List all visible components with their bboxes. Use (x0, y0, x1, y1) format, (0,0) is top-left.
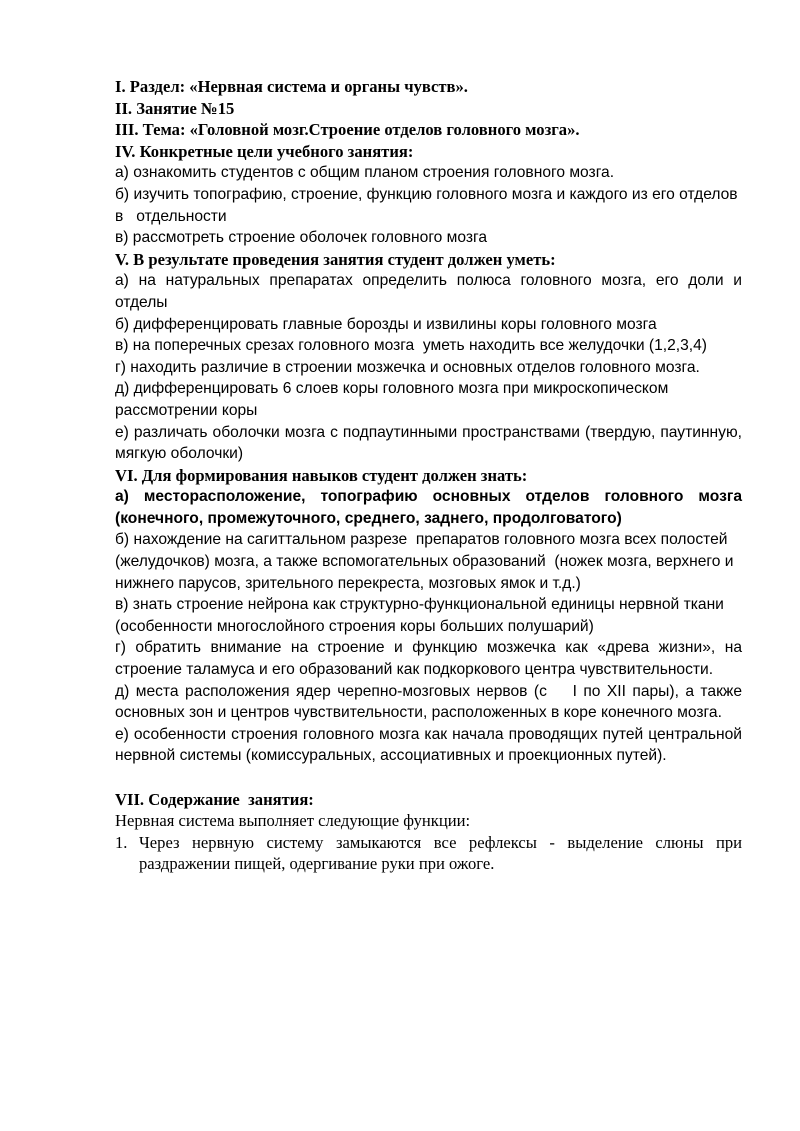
content-heading: VII. Содержание занятия: (115, 789, 314, 809)
spacer (115, 767, 742, 789)
goal-item-a: а) ознакомить студентов с общим планом строения головного мозга. (115, 164, 615, 182)
goal-item-c: в) рассмотреть строение оболочек головного мозга (115, 229, 488, 247)
topic-heading: III. Тема: «Головной мозг.Строение отделов головного мозга». (115, 120, 580, 140)
knowledge-item-b: б) нахождение на сагиттальном разрезе препаратов головного мозга всех полостей (желудочков) мозга, а также вспомогательных образований (ножек мозга, верхнего и нижнего парусов, зрительного перекреста, мозговых ямок и т.д.) (115, 531, 738, 592)
goals-heading: IV. Конкретные цели учебного занятия: (115, 141, 414, 161)
knowledge-item-c: в) знать строение нейрона как структурно-функциональной единицы нервной ткани (особенности многослойного строения коры больших полушарий) (115, 596, 729, 635)
skill-item-f: е) различать оболочки мозга с подпаутинными пространствами (твердую, паутинную, мягкую оболочки) (115, 423, 747, 463)
list-item-number: 1. (115, 832, 128, 852)
skill-item-c: в) на поперечных срезах головного мозга уметь находить все желудочки (1,2,3,4) (115, 337, 708, 355)
knowledge-item-d: г) обратить внимание на строение и функцию мозжечка как «древа жизни», на строение таламуса и его образований как подкоркового центра чувствительности. (115, 639, 747, 679)
skill-item-a: а) на натуральных препаратах определить полюса головного мозга, его доли и отделы (115, 272, 747, 311)
document-page (115, 76, 747, 875)
skills-heading: V. В результате проведения занятия студент должен уметь: (115, 249, 556, 269)
section-heading: I. Раздел: «Нервная система и органы чувств». (115, 77, 468, 96)
lesson-heading: II. Занятие №15 (115, 98, 235, 118)
content-intro: Нервная система выполняет следующие функции: (115, 811, 471, 831)
knowledge-item-e: д) места расположения ядер черепно-мозговых нервов (с I по XII пары), а также основных зон и центров чувствительности, расположенных в коре конечного мозга. (115, 682, 747, 722)
knowledge-heading: VI. Для формирования навыков студент должен знать: (115, 465, 528, 485)
knowledge-item-f: е) особенности строения головного мозга как начала проводящих путей центральной нервной системы (комиссуральных, ассоциативных и проекционных путей). (115, 725, 747, 765)
skill-item-d: г) находить различие в строении мозжечка и основных отделов головного мозга. (115, 358, 700, 376)
knowledge-item-a: а) месторасположение, топографию основных отделов головного мозга (конечного, промежуточного, среднего, заднего, продолговатого) (115, 488, 747, 527)
list-item-text: Через нервную систему замыкаются все рефлексы - выделение слюны при раздражении пищей, одергивание руки при ожоге. (139, 832, 742, 874)
goal-item-b: б) изучить топографию, строение, функцию головного мозга и каждого из его отделов в отдельности (115, 185, 742, 225)
skill-item-e: д) дифференцировать 6 слоев коры головного мозга при микроскопическом рассмотрении коры (115, 380, 673, 419)
skill-item-b: б) дифференцировать главные борозды и извилины коры головного мозга (115, 315, 657, 333)
list-item (115, 832, 742, 875)
